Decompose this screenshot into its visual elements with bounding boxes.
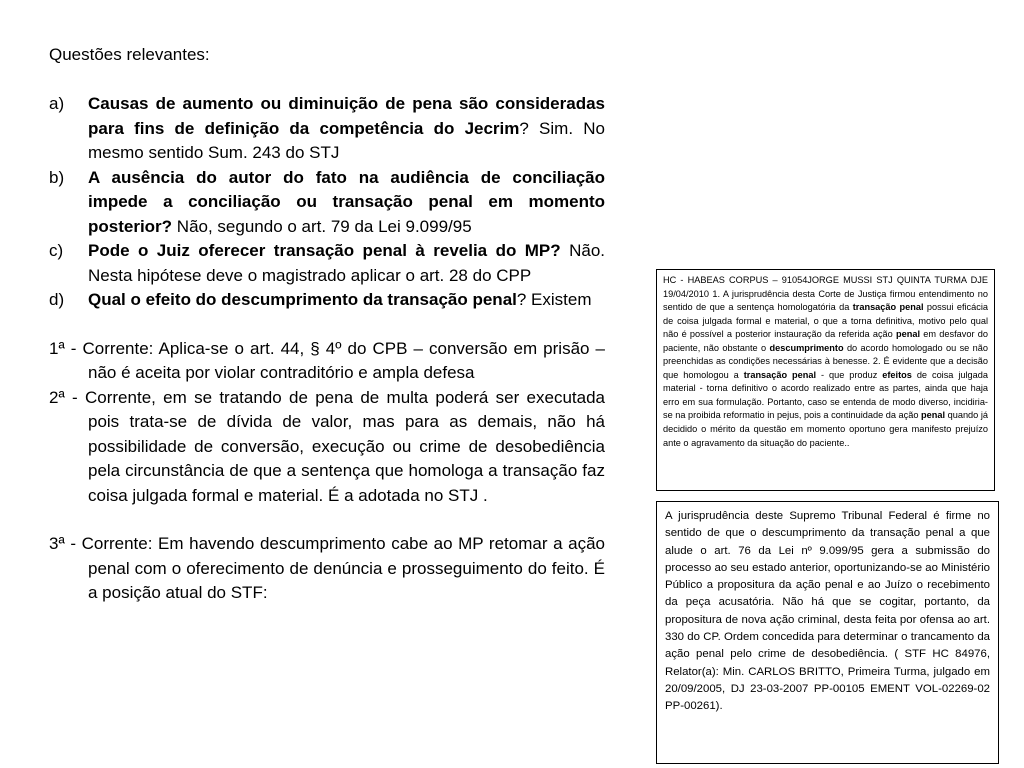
question-label: b) — [49, 167, 65, 187]
box-bold-text: penal — [896, 329, 921, 340]
box-text: - que produz — [816, 369, 883, 380]
box-bold-text: transação penal — [743, 369, 817, 380]
stf-jurisprudence-box: A jurisprudência deste Supremo Tribunal Federal é firme no sentido de que o descumprimento da transação penal a que alude o art. 76 da Lei nº 9.099/95 gera a submissão do processo ao seu estado anterior, oportunizando-se ao Ministério Público a propositura da ação penal e ao Juízo o recebimento da peça acusatória. Não há que se cogitar, portanto, da propositura de nova ação criminal, desta feita por ofensa ao art. 330 do CP. Ordem concedida para determinar o trancamento da ação penal pelo crime de desobediência. ( STF HC 84976, Relator(a): Min. CARLOS BRITTO, Primeira Turma, julgado em 20/09/2005, DJ 23-03-2007 PP-00105 EMENT VOL-02269-02 PP-00261). — [656, 501, 999, 764]
question-b — [49, 166, 605, 240]
main-content — [49, 92, 605, 606]
question-answer: Não, segundo o art. 79 da Lei 9.099/95 — [172, 216, 472, 236]
question-answer: Não. Nesta hipótese deve o magistrado aplicar o art. 28 do CPP — [88, 241, 605, 285]
question-text: A ausência do autor do fato na audiência de conciliação impede a conciliação ou transação penal em momento posterior? — [88, 167, 605, 236]
question-text: Pode o Juiz oferecer transação penal à revelia do MP? — [88, 241, 561, 260]
corrente-3: 3ª - Corrente: Em havendo descumprimento cabe ao MP retomar a ação penal com o oferecimento de denúncia e prosseguimento do feito. É a posição atual do STF: — [49, 534, 605, 602]
question-text: Qual o efeito do descumprimento da transação penal — [88, 290, 517, 309]
page-heading: Questões relevantes: — [49, 45, 210, 64]
question-d — [49, 288, 605, 313]
question-answer: ? Sim. No mesmo sentido Sum. 243 do STJ — [88, 118, 605, 162]
box-text: de coisa julgada material - torna definitivo o acordo realizado entre as partes, ainda que haja erro em sua formulação. Portanto, caso se entenda de modo diverso, incidiria-se na proibida reformatio in pejus, pois a continuidade da ação — [663, 369, 988, 421]
question-answer: ? Existem — [516, 290, 592, 309]
box-bold-text: descumprimento — [769, 342, 844, 353]
question-label: a) — [49, 94, 65, 113]
corrente-2: 2ª - Corrente, em se tratando de pena de multa poderá ser executada pois trata-se de dívida de valor, mas para as demais, não há possibilidade de conversão, execução ou crime de desobediência pela circunstância de que a sentença que homologa a transação faz coisa julgada formal e material. É a adotada no STJ . — [49, 387, 605, 505]
box-text: HC - HABEAS CORPUS – 91054JORGE MUSSI STJ QUINTA TURMA DJE 19/04/2010 1. A jurisprudência desta Corte de Justiça firmou entendimento no sentido de que a sentença homologatória da — [663, 275, 988, 313]
box-bold-text: penal — [921, 410, 946, 421]
question-a — [49, 92, 605, 166]
box-text: em desfavor do paciente, não obstante o — [663, 329, 988, 353]
question-label: d) — [49, 290, 65, 309]
question-label: c) — [49, 241, 64, 260]
question-text: Causas de aumento ou diminuição de pena são consideradas para fins de definição da competência do Jecrim — [88, 94, 605, 138]
box-text: do acordo homologado ou se não preenchidas as condições necessárias à benesse. 2. É evidente que a decisão que homologou a — [663, 342, 989, 380]
box-bold-text: efeitos — [882, 369, 912, 380]
box-text: possui eficácia de coisa julgada formal e material, o que a torna definitiva, motivo pelo qual não é possível a posterior instauração da referida ação — [663, 302, 988, 340]
corrente-1: 1ª - Corrente: Aplica-se o art. 44, § 4º do CPB – conversão em prisão – não é aceita por violar contraditório e ampla defesa — [49, 338, 605, 382]
box-text: quando já decidido o mérito da questão em momento oportuno gera manifesto prejuízo ante o agravamento da situação do paciente.. — [663, 410, 988, 448]
stj-jurisprudence-box — [656, 269, 995, 491]
question-c — [49, 239, 605, 288]
box-bold-text: transação penal — [852, 302, 924, 313]
